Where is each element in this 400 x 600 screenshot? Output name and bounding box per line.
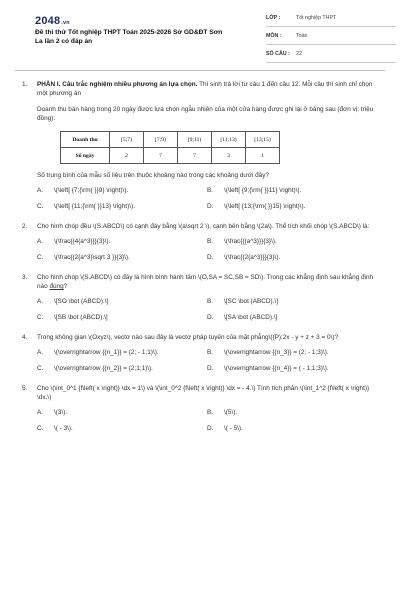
option-d[interactable] <box>207 424 377 433</box>
option-b[interactable] <box>207 297 377 306</box>
exam-header <box>15 0 385 62</box>
option-d[interactable] <box>207 364 377 373</box>
option-text: \[SO \bot (ABCD).\] <box>54 298 109 306</box>
question-number: 4. <box>22 333 28 341</box>
question-text-before: Cho hình chóp \(S.ABCD\) có đáy là hình bình hành tâm \(O,SA = SC,SB = SD\). Trong các khẳng định sau khẳng định nào <box>37 273 374 291</box>
table-cell: [13;15) <box>246 132 280 148</box>
logo-main: 2048 <box>35 15 61 27</box>
question-text: Cho \(\int_0^1 {f\left( x \right)} \dx = 1\) và \(\int_0^2 {f\left( x \right)} \dx = - 4.\) Tính tích phân \(\int_1^2 {f\left( x \right)} \dx.\) <box>37 384 370 402</box>
option-letter: B. <box>207 298 214 306</box>
part-instructions: Thí sinh trả lời từ câu 1 đến câu 12. Mỗi câu thí sinh chỉ chọn một phương án <box>37 81 373 98</box>
option-letter: C. <box>37 364 44 372</box>
option-text: \( - 5\). <box>224 424 243 432</box>
option-b[interactable] <box>207 186 377 195</box>
answer-options <box>37 237 378 262</box>
logo-suffix: .vn <box>61 20 70 26</box>
option-a[interactable] <box>37 237 207 246</box>
option-letter: C. <box>37 253 44 261</box>
option-text: \(3\). <box>54 409 68 417</box>
option-text: \(\left[ {13;{\rm{ }}15} \right)\). <box>224 202 306 210</box>
option-d[interactable] <box>207 313 377 322</box>
option-letter: B. <box>207 409 214 417</box>
question-prompt: Số trung bình của mẫu số liệu trên thuộc khoảng nào trong các khoảng dưới đây? <box>37 172 269 180</box>
table-cell: 2 <box>110 148 144 164</box>
option-letter: C. <box>37 424 44 432</box>
question-text-after: ? <box>63 283 68 291</box>
option-text: \(\frac{{{a^3}}}{3}\). <box>224 238 277 246</box>
question-2 <box>22 222 378 262</box>
answer-options <box>37 408 378 433</box>
table-cell: [7;9) <box>144 132 178 148</box>
option-text: \(\frac{{4{a^3}}}{3}\). <box>54 238 111 246</box>
frequency-table <box>60 131 280 164</box>
option-letter: A. <box>37 409 44 417</box>
question-number: 2. <box>22 222 28 230</box>
question-4 <box>22 333 378 373</box>
question-number: 3. <box>22 273 28 281</box>
option-text: \(\left[ {7;{\rm{ }}9} \right)\). <box>54 187 129 195</box>
meta-value: 22 <box>296 51 302 58</box>
option-text: \[SB \bot (ABCD).\] <box>54 313 108 321</box>
option-letter: B. <box>207 238 214 246</box>
option-text: \( - 3\). <box>54 424 73 432</box>
option-text: \(\frac{{2{a^3}\sqrt 3 }}{3}\). <box>54 253 130 261</box>
question-text <box>37 273 378 292</box>
option-c[interactable] <box>37 202 207 211</box>
option-c[interactable] <box>37 424 207 433</box>
option-text: \[SA \bot (ABCD).\] <box>224 313 278 321</box>
question-list <box>22 80 378 444</box>
option-text: \(\overrightarrow {{n_3}} = (2; - 1;3)\). <box>224 349 329 357</box>
option-d[interactable] <box>207 253 377 262</box>
table-cell: [11;13) <box>212 132 246 148</box>
option-c[interactable] <box>37 313 207 322</box>
option-a[interactable] <box>37 348 207 357</box>
meta-label: SỐ CÂU : <box>266 51 290 58</box>
option-letter: B. <box>207 187 214 195</box>
question-text-underlined: đúng <box>49 283 64 291</box>
question-text: Cho hình chóp đều \(S.ABCD\) có cạnh đáy bằng \(a\sqrt 2 \), cạnh bên bằng \(2a\). Thể tích khối chóp \(S.ABCD\) là: <box>37 222 370 230</box>
option-c[interactable] <box>37 253 207 262</box>
question-text <box>37 80 378 99</box>
option-text: \(\left[ {11;{\rm{ }}13} \right)\). <box>54 202 135 210</box>
option-text: \(\overrightarrow {{n_1}} = (2; - 1;1)\). <box>54 349 159 357</box>
meta-row-subject <box>266 30 396 45</box>
table-header-cell: Doanh thu <box>61 132 110 148</box>
exam-meta <box>266 12 396 66</box>
question-number: 5. <box>22 384 28 392</box>
table-row <box>61 148 280 164</box>
table-header-cell: Số ngày <box>61 148 110 164</box>
answer-options <box>37 186 378 211</box>
table-cell: 7 <box>144 148 178 164</box>
table-cell: 7 <box>178 148 212 164</box>
option-text: \(\left[ {9;{\rm{ }}11} \right)\). <box>224 187 302 195</box>
site-logo[interactable] <box>35 14 70 30</box>
option-b[interactable] <box>207 237 377 246</box>
option-text: \(\overrightarrow {{n_2}} = (2;1;1)\). <box>54 364 153 372</box>
header-divider <box>15 70 385 71</box>
table-cell: [9;11) <box>178 132 212 148</box>
option-letter: A. <box>37 298 44 306</box>
option-letter: D. <box>207 424 214 432</box>
answer-options <box>37 348 378 373</box>
option-letter: C. <box>37 313 44 321</box>
question-intro: Doanh thu bán hàng trong 20 ngày được lựa chọn ngẫu nhiên của một cửa hàng được ghi lại ở bảng sau (đơn vị: triệu đồng): <box>37 105 374 122</box>
part-label: PHẦN I. Câu trắc nghiệm nhiều phương án lựa chọn. <box>37 81 198 88</box>
table-row <box>61 132 280 148</box>
option-letter: D. <box>207 253 214 261</box>
option-a[interactable] <box>37 408 207 417</box>
meta-value: Tốt nghiệp THPT <box>296 15 337 22</box>
option-d[interactable] <box>207 202 377 211</box>
option-letter: D. <box>207 313 214 321</box>
question-number: 1. <box>22 81 28 88</box>
option-text: \(\frac{{2{a^3}}}{3}\). <box>224 253 281 261</box>
option-a[interactable] <box>37 186 207 195</box>
option-letter: A. <box>37 238 44 246</box>
option-b[interactable] <box>207 408 377 417</box>
exam-title: Đề thi thử Tốt nghiệp THPT Toán 2025-2026 Sở GD&ĐT Sơn La lần 2 có đáp án <box>35 29 223 45</box>
option-letter: A. <box>37 349 44 357</box>
option-c[interactable] <box>37 364 207 373</box>
option-letter: D. <box>207 364 214 372</box>
meta-row-count <box>266 48 396 63</box>
option-text: \[SC \bot (ABCD).\] <box>224 298 278 306</box>
table-cell: 3 <box>212 148 246 164</box>
question-text: Trong không gian \(Oxyz\), vectơ nào sau đây là vectơ pháp tuyến của mặt phẳng\((P):2x - y + z + 3 = 0\)? <box>37 333 339 341</box>
option-b[interactable] <box>207 348 377 357</box>
question-3 <box>22 273 378 322</box>
question-1 <box>22 80 378 211</box>
meta-row-class <box>266 12 396 27</box>
meta-label: MÔN : <box>266 33 282 40</box>
option-letter: B. <box>207 349 214 357</box>
option-letter: C. <box>37 202 44 210</box>
option-text: \(\overrightarrow {{n_4}} = ( - 1;1;3)\). <box>224 364 329 372</box>
option-text: \(5\). <box>224 409 238 417</box>
table-cell: [5;7) <box>110 132 144 148</box>
meta-label: LỚP : <box>266 15 281 22</box>
option-letter: A. <box>37 187 44 195</box>
answer-options <box>37 297 378 322</box>
option-a[interactable] <box>37 297 207 306</box>
question-5 <box>22 384 378 433</box>
option-letter: D. <box>207 202 214 210</box>
table-cell: 1 <box>246 148 280 164</box>
meta-value: Toán <box>296 33 308 40</box>
